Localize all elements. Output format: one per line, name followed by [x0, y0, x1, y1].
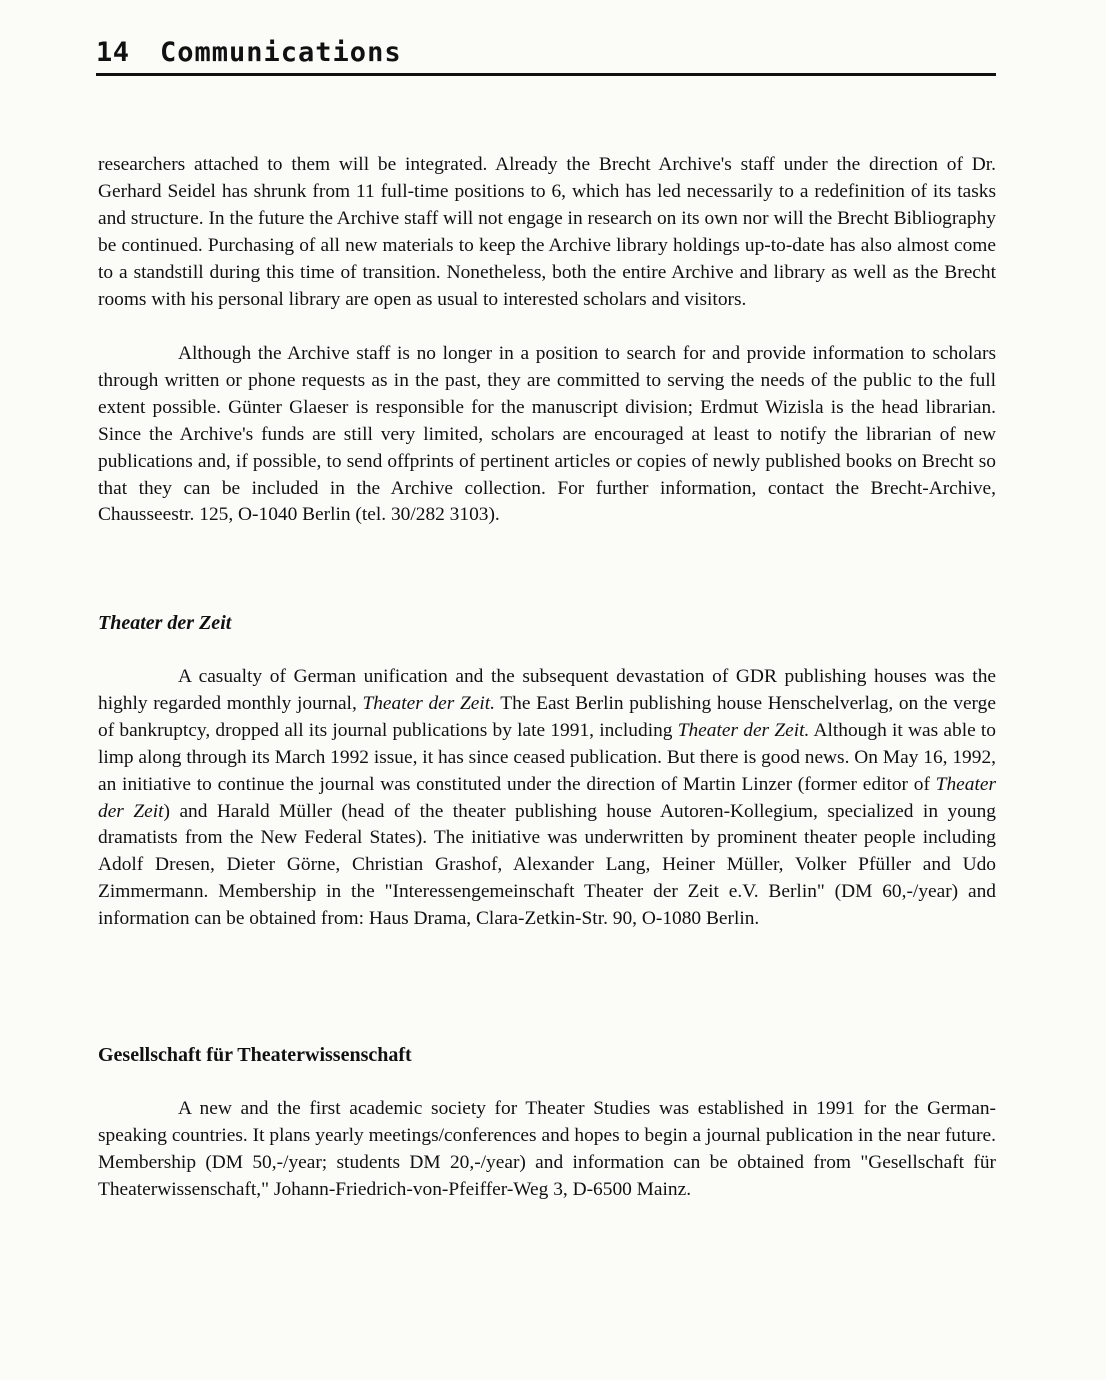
paragraph-text-b: The East Berlin publishing house Henschelverlag, on the verge of bankruptcy, dropped all its journal publications by late 1991, including [98, 692, 996, 741]
heading-gesellschaft-fur-theaterwissenschaft: Gesellschaft für Theaterwissenschaft [98, 1044, 412, 1066]
heading-theater-der-zeit: Theater der Zeit [98, 612, 232, 634]
paragraph-text-a: A casualty of German unification and the subsequent devastation of GDR publishing houses was the highly regarded monthly journal, [98, 666, 996, 714]
paragraph-gesellschaft-text: A new and the first academic society for Theater Studies was established in 1991 for the German-speaking countries. It plans yearly meetings/conferences and hopes to begin a journal publication in the near future. Membership (DM 50,-/year; students DM 20,-/year) and information can be obtained from "Gesellschaft für Theaterwissenschaft," Johann-Friedrich-von-Pfeiffer-Weg 3, D-6500 Mainz. [98, 1098, 996, 1200]
paragraph-archive-staff-text: Although the Archive staff is no longer in a position to search for and provide information to scholars through written or phone requests as in the past, they are committed to serving the needs of the public to the full extent possible. Günter Glaeser is responsible for the manuscript division; Erdmut Wizisla is the head librarian. Since the Archive's funds are still very limited, scholars are encouraged at least to notify the librarian of new publications and, if possible, to send offprints of pertinent articles or copies of newly published books on Brecht so that they can be included in the Archive collection. For further information, contact the Brecht-Archive, Chausseestr. 125, O-1040 Berlin (tel. 30/282 3103). [98, 343, 996, 526]
journal-title: Theater der Zeit. [362, 692, 495, 714]
paragraph-text-c: Although it was able to limp along through its March 1992 issue, it has since ceased publication. But there is good news. On May 16, 1992, an initiative to continue the journal was constituted under the direction of Martin Linzer (former editor of [98, 719, 997, 795]
page-number: 14 [96, 37, 130, 68]
page-header [96, 36, 996, 76]
paragraph-archive-staff [98, 341, 996, 529]
journal-title: Theater der Zeit [98, 773, 996, 822]
paragraph-gesellschaft [98, 1096, 996, 1204]
paragraph-text-d: ) and Harald Müller (head of the theater publishing house Autoren-Kollegium, specialized in young dramatists from the New Federal States). The initiative was underwritten by prominent theater people including Adolf Dresen, Dieter Görne, Christian Grashof, Alexander Lang, Heiner Müller, Volker Pfüller and Udo Zimmermann. Membership in the "Interessengemeinschaft Theater der Zeit e.V. Berlin" (DM 60,-/year) and information can be obtained from: Haus Drama, Clara-Zetkin-Str. 90, O-1080 Berlin. [98, 800, 996, 930]
journal-title: Theater der Zeit. [677, 719, 810, 741]
section-title: Communications [160, 37, 402, 68]
paragraph-theater-der-zeit [98, 664, 996, 933]
paragraph-brecht-archive-continued: researchers attached to them will be integrated. Already the Brecht Archive's staff under the direction of Dr. Gerhard Seidel has shrunk from 11 full-time positions to 6, which has led necessarily to a redefinition of its tasks and structure. In the future the Archive staff will not engage in research on its own nor will the Brecht Bibliography be continued. Purchasing of all new materials to keep the Archive library holdings up-to-date has also almost come to a standstill during this time of transition. Nonetheless, both the entire Archive and library as well as the Brecht rooms with his personal library are open as usual to interested scholars and visitors. [98, 154, 996, 310]
